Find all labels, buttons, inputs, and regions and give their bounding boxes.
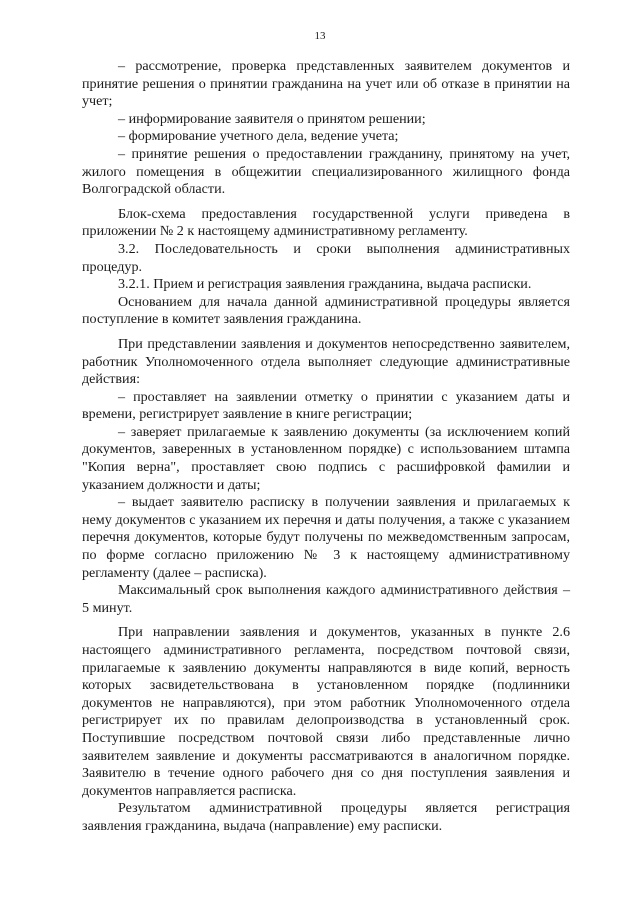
paragraph-section-3-2-1: 3.2.1. Прием и регистрация заявления гражданина, выдача расписки. — [118, 276, 532, 293]
paragraph-issue-receipt: – выдает заявителю расписку в получении заявления и прилагаемых к нему документов с указанием их перечня и даты получения, а также с указанием перечня документов, которые будут получены по межведомственным запросам, по форме согласно приложению № 3 к настоящему административному регламенту (далее – расписка). — [82, 494, 570, 581]
page-number: 13 — [314, 30, 326, 42]
paragraph-procedure-result: Результатом административной процедуры является регистрация заявления гражданина, выдача (направление) ему расписки. — [82, 800, 570, 834]
paragraph-housing-decision: – принятие решения о предоставлении гражданину, принятому на учет, жилого помещения в общежитии специализированного жилищного фонда Волгоградской области. — [82, 145, 570, 198]
paragraph-review-documents: – рассмотрение, проверка представленных заявителем документов и принятие решения о принятии гражданина на учет или об отказе в принятии на учет; — [82, 58, 570, 110]
paragraph-direct-submission: При представлении заявления и документов непосредственно заявителем, работник Уполномоченного отдела выполняет следующие административные действия: — [82, 335, 570, 388]
document-body — [82, 58, 570, 836]
paragraph-procedure-basis: Основанием для начала данной административной процедуры является поступление в комитет заявления гражданина. — [82, 293, 570, 328]
paragraph-block-diagram: Блок-схема предоставления государственной услуги приведена в приложении № 2 к настоящему административному регламенту. — [82, 205, 570, 240]
paragraph-section-3-2: 3.2. Последовательность и сроки выполнения административных процедур. — [82, 240, 570, 275]
paragraph-inform-applicant: – информирование заявителя о принятом решении; — [118, 110, 426, 127]
paragraph-certify-copies: – заверяет прилагаемые к заявлению документы (за исключением копий документов, заверенных в установленном порядке) с использованием штампа "Копия верна", проставляет свою подпись с расшифровкой фамилии и указанием должности и даты; — [82, 423, 570, 493]
paragraph-account-file: – формирование учетного дела, ведение учета; — [118, 128, 399, 145]
paragraph-max-duration: Максимальный срок выполнения каждого административного действия – 5 минут. — [82, 582, 570, 616]
paragraph-mark-registration: – проставляет на заявлении отметку о принятии с указанием даты и времени, регистрирует заявление в книге регистрации; — [82, 388, 570, 423]
paragraph-postal-submission: При направлении заявления и документов, указанных в пункте 2.6 настоящего административного регламента, посредством почтовой связи, прилагаемые к заявлению документы направляются в виде копий, верность которых засвидетельствована в установленном порядке (подлинники документов не направляются), при этом работник Уполномоченного отдела регистрирует их по правилам делопроизводства в установленный срок. Поступившие посредством почтовой связи либо представленные лично заявителем заявление и документы рассматриваются в аналогичном порядке. Заявителю в течение одного рабочего дня со дня поступления заявления и документов направляется расписка. — [82, 624, 570, 799]
